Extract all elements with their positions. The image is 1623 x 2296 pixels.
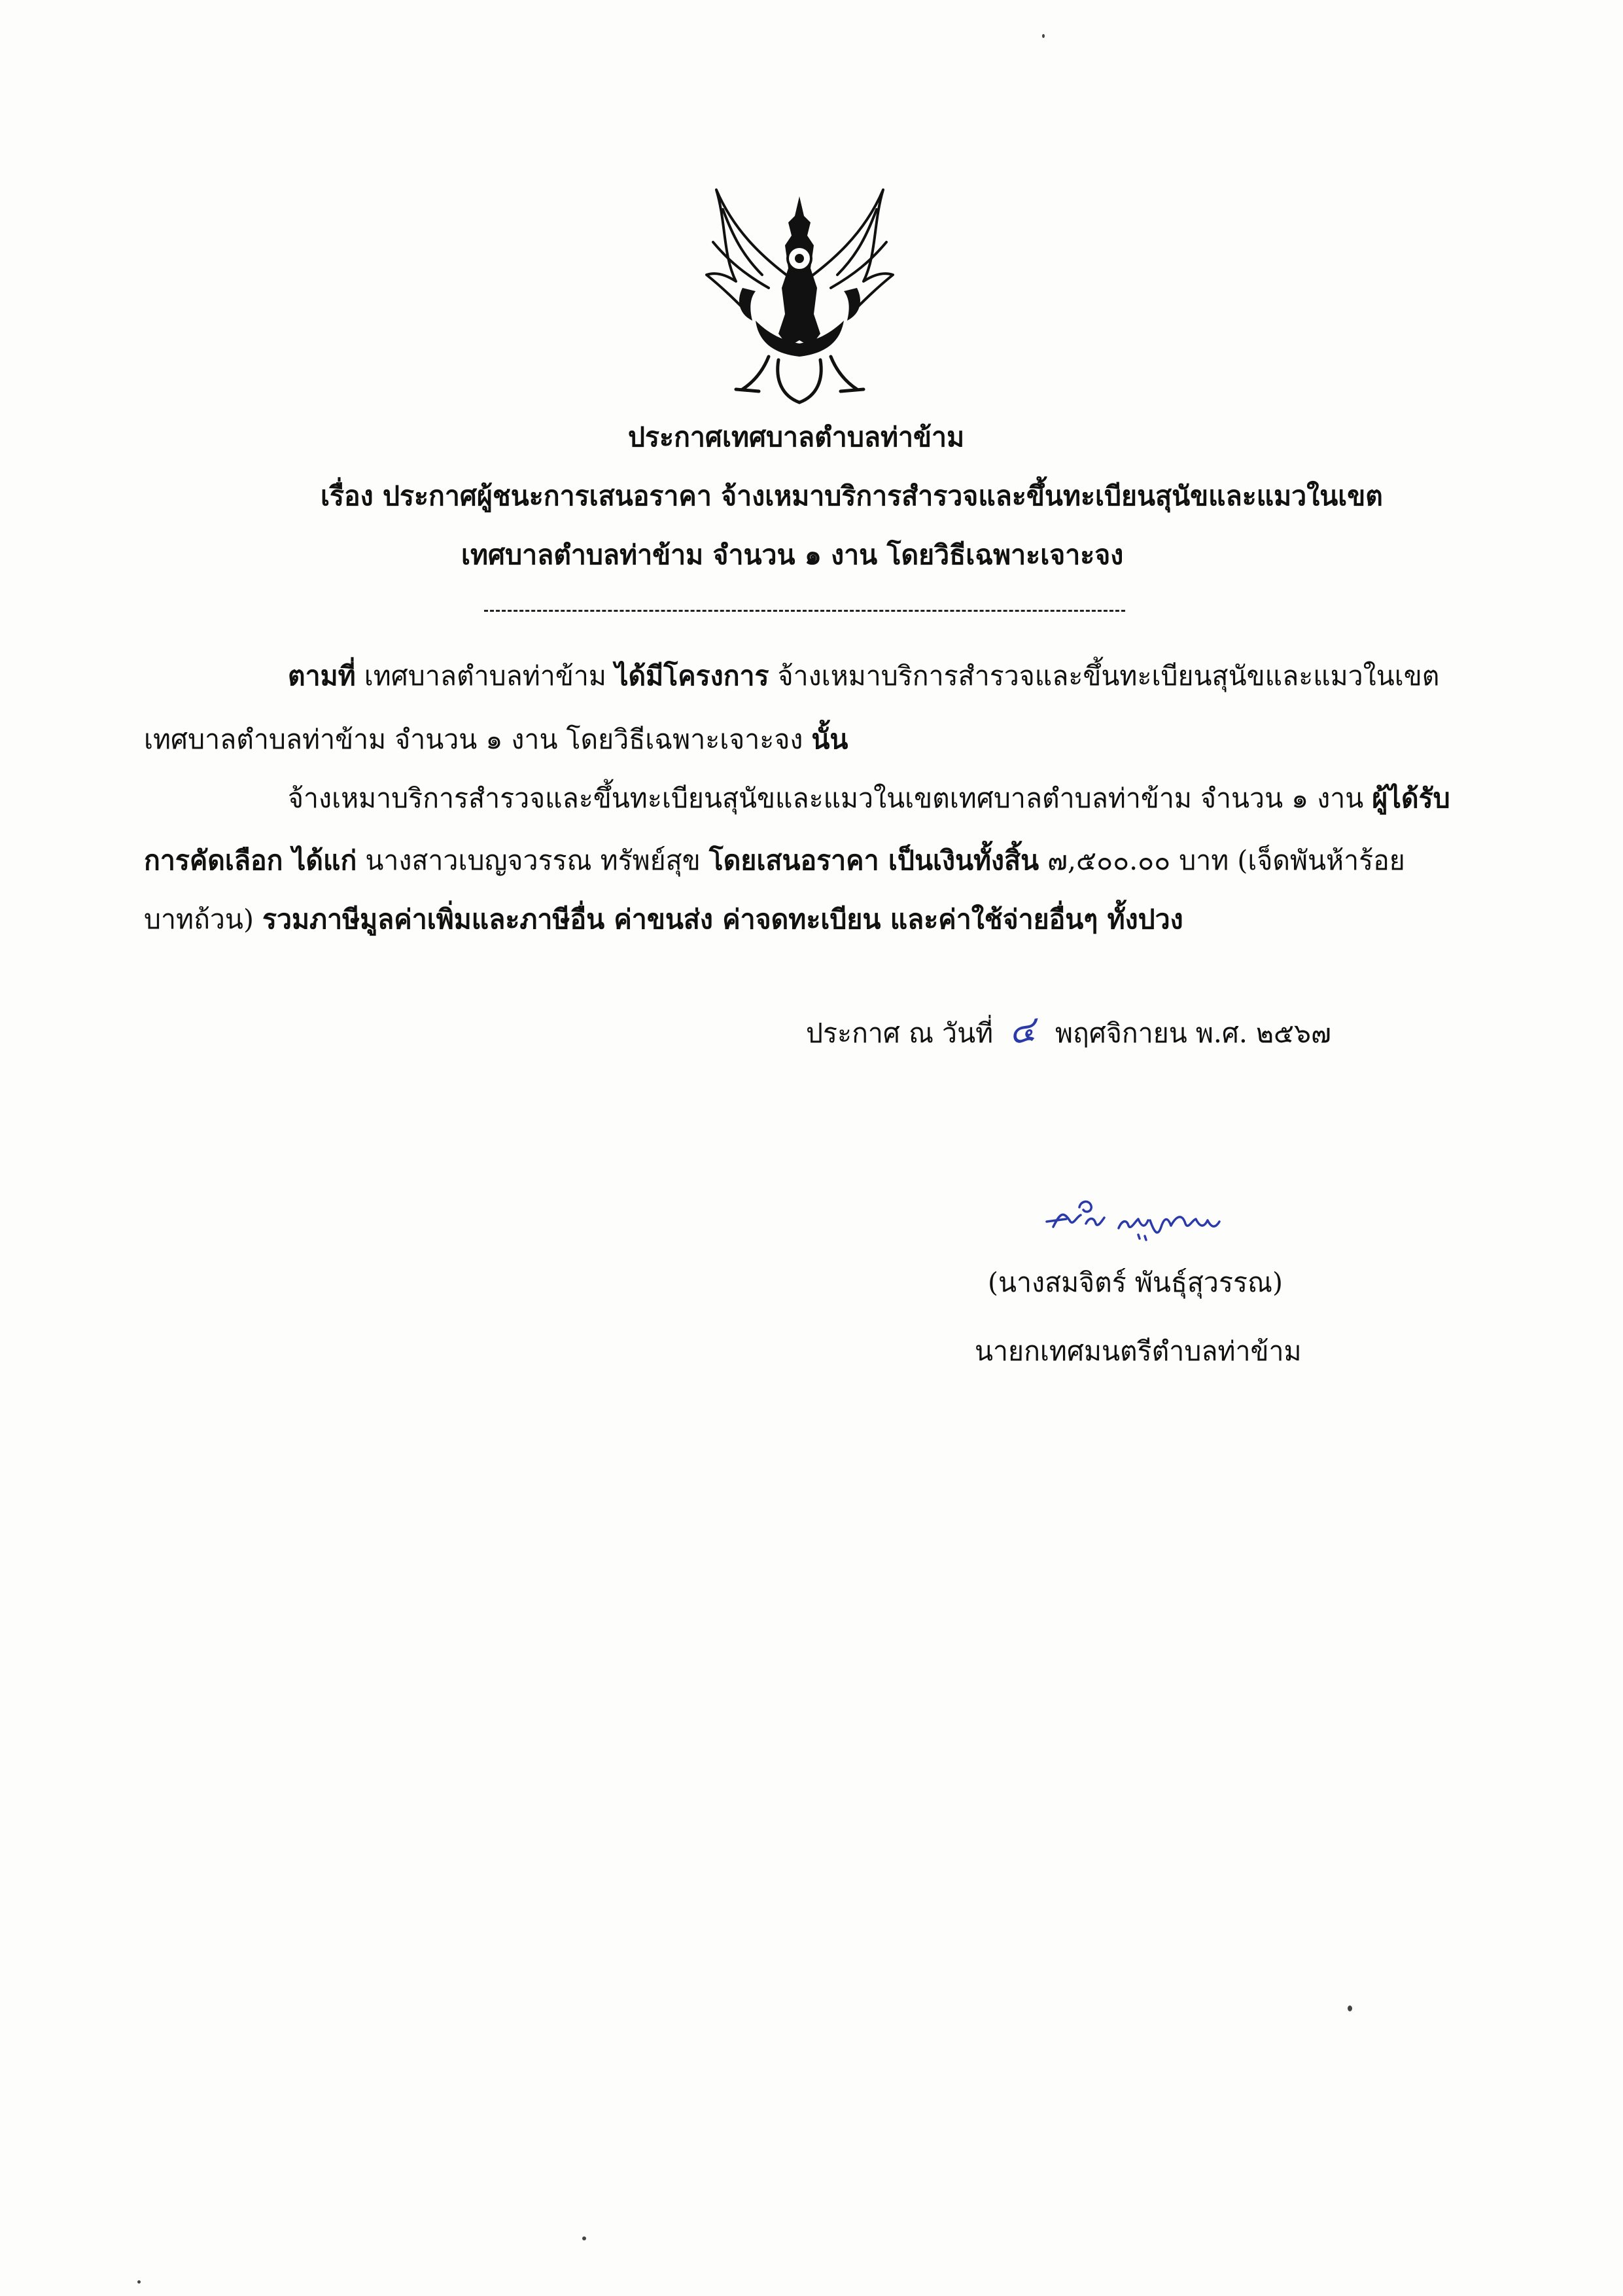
subject-line-1 [321,476,1383,516]
subject-label: เรื่อง [321,480,374,512]
date-month-year: พฤศจิกายน พ.ศ. ๒๕๖๗ [1055,1017,1331,1049]
date-prefix: ประกาศ ณ วันที่ [806,1017,994,1049]
garuda-emblem-icon [697,183,903,412]
announcement-date [806,1008,1331,1053]
paragraph-1-line-1 [288,656,1439,696]
date-day-handwritten: ๔ [1005,1008,1039,1053]
p1-mid: ได้มีโครงการ [614,660,769,692]
p1-lead: ตามที่ [288,660,356,692]
scan-speck [137,2280,141,2284]
p2-line1-text: จ้างเหมาบริการสำรวจและขึ้นทะเบียนสุนัขและแมวในเขตเทศบาลตำบลท่าข้าม จำนวน ๑ งาน [288,783,1372,814]
signatory-name: (นางสมจิตร์ พันธุ์สุวรรณ) [988,1267,1283,1298]
p2-line2-bold-b: โดยเสนอราคา เป็นเงินทั้งสิ้น [708,845,1039,876]
paragraph-2-line-3 [144,900,1183,939]
paragraph-1-line-2 [144,720,848,759]
p2-line3-text: บาทถ้วน) [144,904,262,935]
p1-text-a: เทศบาลตำบลท่าข้าม [355,660,615,692]
signature-mark [1040,1188,1249,1246]
p1-text-b: จ้างเหมาบริการสำรวจและขึ้นทะเบียนสุนัขและแมวในเขต [769,660,1440,692]
p2-line2-text-b: ๗,๕๐๐.๐๐ บาท (เจ็ดพันห้าร้อย [1039,845,1405,876]
p1-line2-end: นั้น [811,724,848,755]
announcement-title: ประกาศเทศบาลตำบลท่าข้าม [628,421,965,453]
divider-rule [484,610,1125,612]
subject-line-2: เทศบาลตำบลท่าข้าม จำนวน ๑ งาน โดยวิธีเฉพาะเจาะจง [461,539,1124,571]
subject-text-1: ประกาศผู้ชนะการเสนอราคา จ้างเหมาบริการสำรวจและขึ้นทะเบียนสุนัขและแมวในเขต [382,480,1383,512]
p2-line1-bold: ผู้ได้รับ [1372,783,1450,814]
p2-line2-bold-a: การคัดเลือก ได้แก่ [144,845,357,876]
scan-speck [582,2236,586,2240]
scan-speck [1042,34,1045,38]
p2-line2-text-a: นางสาวเบญจวรรณ ทรัพย์สุข [357,845,709,876]
signatory-position: นายกเทศมนตรีตำบลท่าข้าม [975,1335,1302,1367]
scan-speck [1348,2005,1352,2011]
p2-line3-bold: รวมภาษีมูลค่าเพิ่มและภาษีอื่น ค่าขนส่ง ค่าจดทะเบียน และค่าใช้จ่ายอื่นๆ ทั้งปวง [262,904,1183,935]
paragraph-2-line-2 [144,841,1405,880]
p1-line2-text: เทศบาลตำบลท่าข้าม จำนวน ๑ งาน โดยวิธีเฉพาะเจาะจง [144,724,812,755]
paragraph-2-line-1 [288,779,1450,818]
